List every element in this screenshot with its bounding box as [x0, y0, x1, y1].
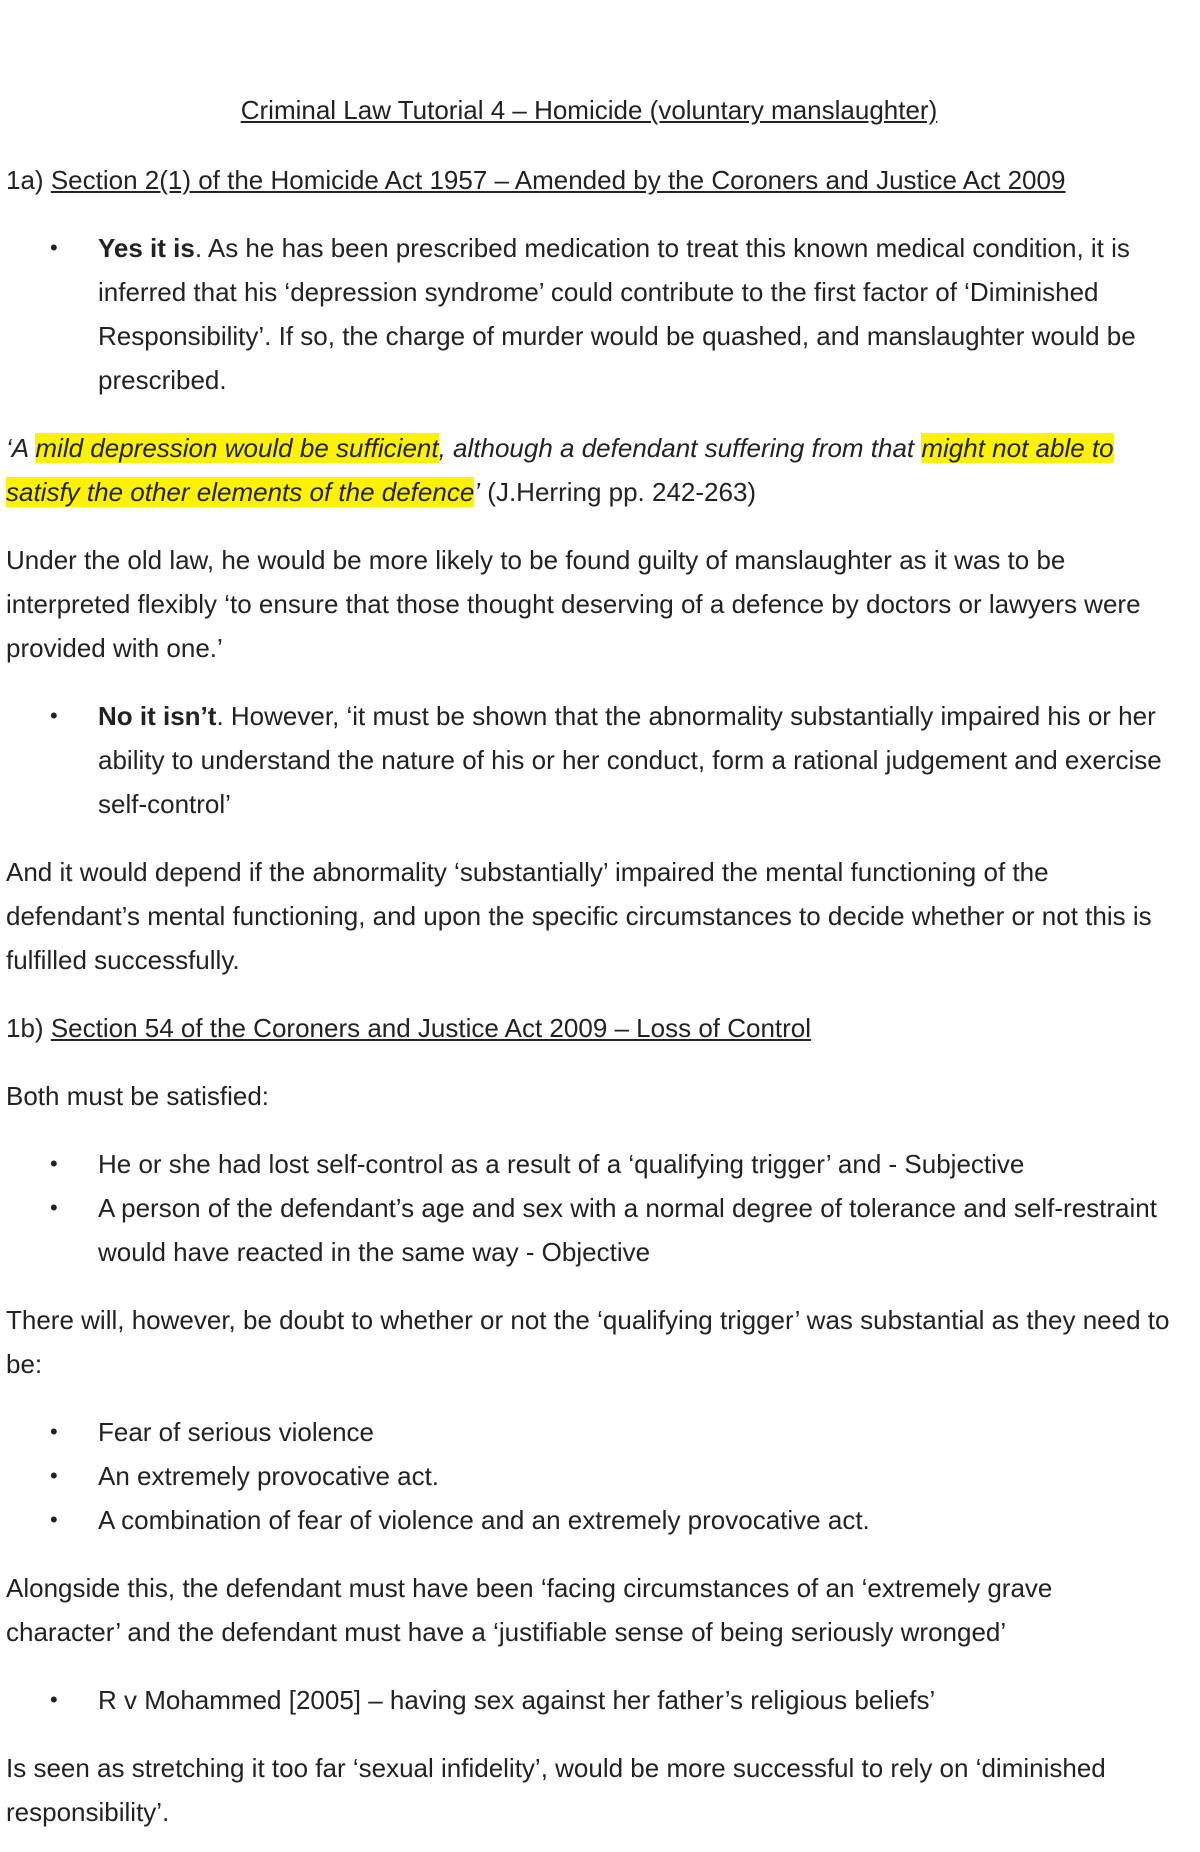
- list-item-text: An extremely provocative act.: [98, 1461, 440, 1491]
- section-1a-title: Section 2(1) of the Homicide Act 1957 – Amended by the Coroners and Justice Act 2009: [50, 165, 1066, 195]
- para-both: Both must be satisfied:: [6, 1081, 270, 1111]
- list-item: [6, 226, 1172, 402]
- bullet-icon: •: [50, 235, 58, 260]
- answer-yes-list: [6, 226, 1172, 402]
- list-item: [6, 1186, 1172, 1274]
- bullet-icon: •: [50, 1151, 58, 1176]
- quote-citation: (J.Herring pp. 242-263): [480, 477, 757, 507]
- list-item-text: A combination of fear of violence and an extremely provocative act.: [98, 1505, 870, 1535]
- quote-open: ‘A: [6, 433, 36, 463]
- quote-close: ’: [474, 477, 481, 507]
- bullet-icon: •: [50, 1195, 58, 1220]
- section-1a-label: 1a): [6, 165, 51, 195]
- answer-yes-text: . As he has been prescribed medication to treat this known medical condition, it is inferred that his ‘depression syndrome’ could contribute to the first factor of ‘Diminished Responsibility’. If so, the charge of murder would be quashed, and manslaughter would be prescribed.: [98, 233, 1136, 395]
- answer-no-lead: No it isn’t: [98, 701, 217, 731]
- list-item: [6, 1454, 1172, 1498]
- para-old-law: Under the old law, he would be more likely to be found guilty of manslaughter as it was to be interpreted flexibly ‘to ensure that those thought deserving of a defence by doctors or lawyers were provided with one.’: [6, 545, 1141, 663]
- answer-yes-lead: Yes it is: [98, 233, 195, 263]
- list-item-text: A person of the defendant’s age and sex with a normal degree of tolerance and self-restraint would have reacted in the same way - Objective: [98, 1193, 1157, 1267]
- list-item: [6, 694, 1172, 826]
- para-stretch: Is seen as stretching it too far ‘sexual infidelity’, would be more successful to rely on ‘diminished responsibility’.: [6, 1753, 1106, 1827]
- list-item-text: Fear of serious violence: [98, 1417, 375, 1447]
- section-1b-heading: [6, 1006, 1172, 1050]
- list-item: [6, 1142, 1172, 1186]
- document-title: Criminal Law Tutorial 4 – Homicide (voluntary manslaughter): [240, 95, 938, 125]
- answer-no-list: [6, 694, 1172, 826]
- section-1a-heading: [6, 158, 1172, 202]
- list-item-text: He or she had lost self-control as a result of a ‘qualifying trigger’ and - Subjective: [98, 1149, 1025, 1179]
- para-alongside: Alongside this, the defendant must have been ‘facing circumstances of an ‘extremely grave character’ and the defendant must have a ‘justifiable sense of being seriously wronged’: [6, 1573, 1053, 1647]
- bullet-icon: •: [50, 1687, 58, 1712]
- section-1b-title: Section 54 of the Coroners and Justice Act 2009 – Loss of Control: [50, 1013, 812, 1043]
- case-list: [6, 1678, 1172, 1722]
- quote-middle: , although a defendant suffering from that: [438, 433, 922, 463]
- herring-quote: [6, 426, 1172, 514]
- answer-no-text: . However, ‘it must be shown that the abnormality substantially impaired his or her ability to understand the nature of his or her conduct, form a rational judgement and exercise self-control’: [98, 701, 1162, 819]
- list-item: [6, 1498, 1172, 1542]
- list-item: [6, 1410, 1172, 1454]
- requirements-list: [6, 1142, 1172, 1274]
- quote-highlight-1: mild depression would be sufficient: [35, 433, 439, 463]
- section-1b-label: 1b): [6, 1013, 51, 1043]
- list-item: [6, 1678, 1172, 1722]
- bullet-icon: •: [50, 703, 58, 728]
- triggers-list: [6, 1410, 1172, 1542]
- list-item-text: R v Mohammed [2005] – having sex against her father’s religious beliefs’: [98, 1685, 936, 1715]
- quote-highlight-2: might not able to satisfy the other elements of the defence: [6, 433, 1114, 507]
- bullet-icon: •: [50, 1419, 58, 1444]
- bullet-icon: •: [50, 1463, 58, 1488]
- bullet-icon: •: [50, 1507, 58, 1532]
- para-depend: And it would depend if the abnormality ‘substantially’ impaired the mental functioning of the defendant’s mental functioning, and upon the specific circumstances to decide whether or not this is fulfilled successfully.: [6, 857, 1152, 975]
- para-doubt: There will, however, be doubt to whether or not the ‘qualifying trigger’ was substantial as they need to be:: [6, 1305, 1170, 1379]
